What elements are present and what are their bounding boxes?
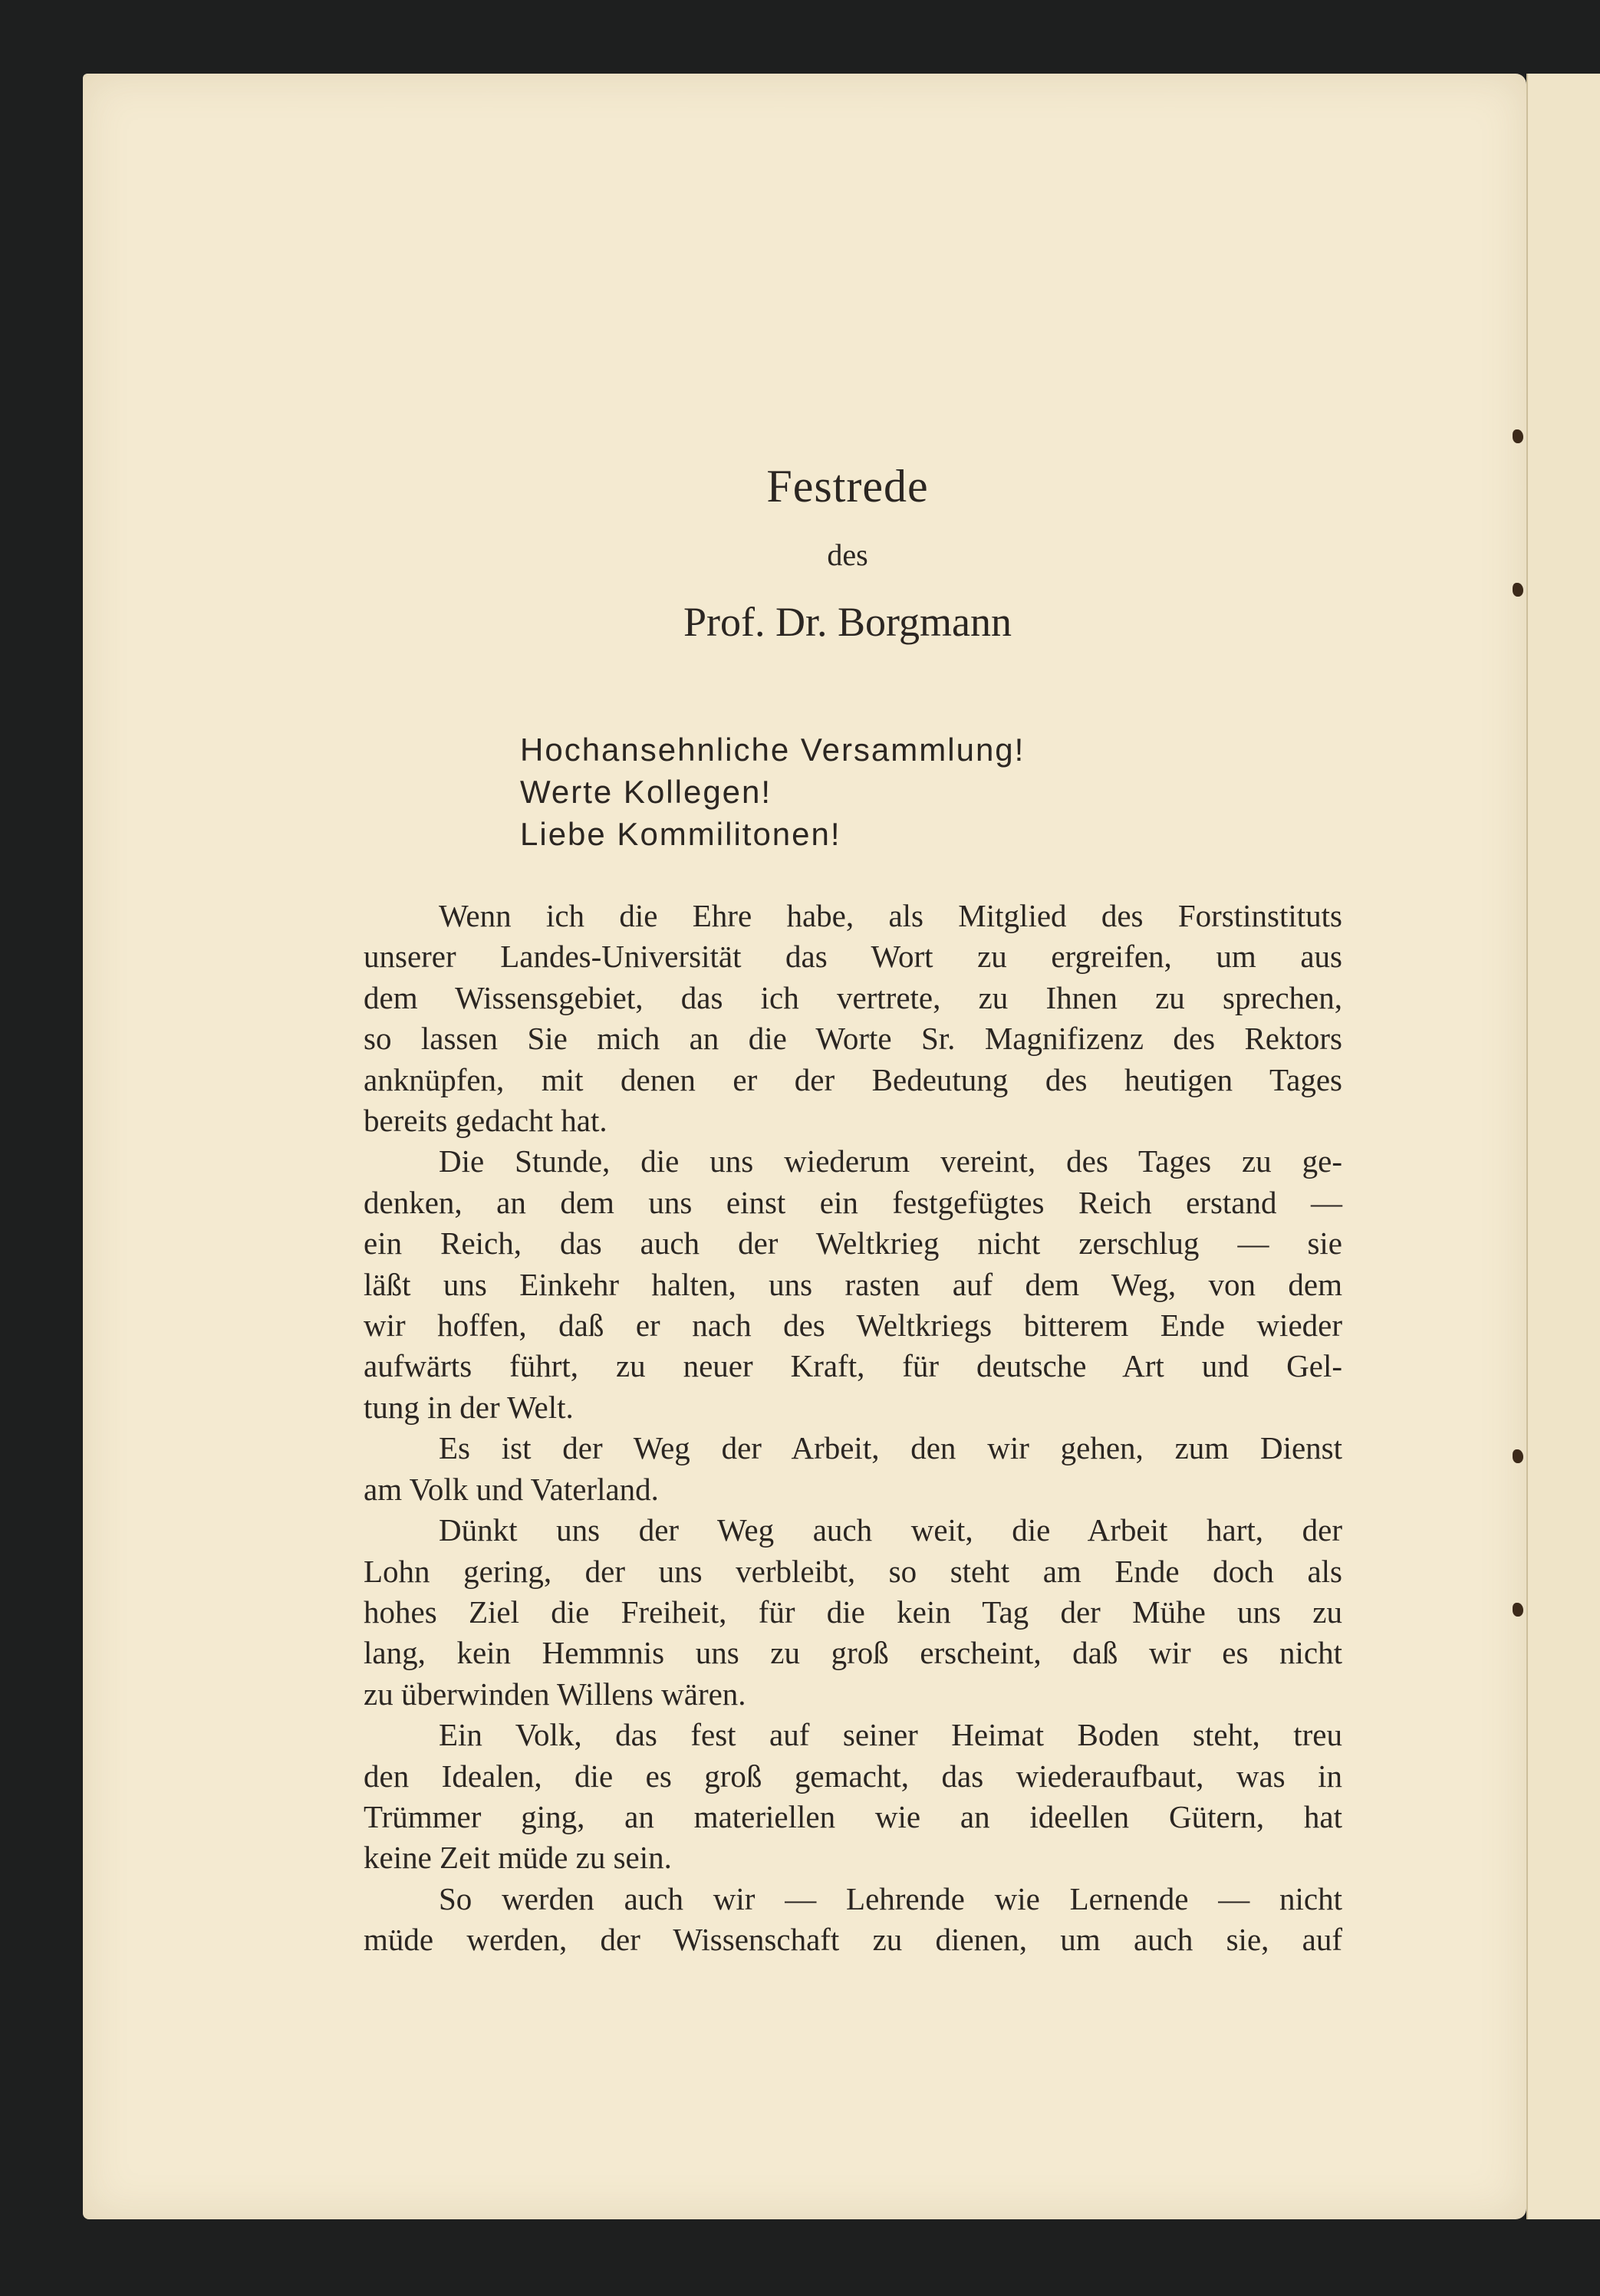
salutation-block bbox=[520, 729, 1025, 855]
binding-mark bbox=[1513, 429, 1523, 443]
text-line: hohes Ziel die Freiheit, für die kein Tag der Mühe uns zu bbox=[364, 1594, 1342, 1630]
text-line: tung in der Welt. bbox=[364, 1389, 574, 1425]
text-line: Es ist der Weg der Arbeit, den wir gehen, zum Dienst bbox=[439, 1430, 1342, 1466]
paragraph bbox=[364, 1428, 1342, 1510]
text-line: ein Reich, das auch der Weltkrieg nicht zerschlug — sie bbox=[364, 1225, 1342, 1261]
salutation-line: Liebe Kommilitonen! bbox=[520, 816, 841, 852]
paragraph bbox=[364, 896, 1342, 1141]
page-title: Festrede bbox=[766, 461, 929, 512]
text-line: aufwärts führt, zu neuer Kraft, für deutsche Art und Gel- bbox=[364, 1348, 1342, 1384]
text-line: anknüpfen, mit denen er der Bedeutung des heutigen Tages bbox=[364, 1061, 1342, 1097]
text-line: müde werden, der Wissenschaft zu dienen, um auch sie, auf bbox=[364, 1922, 1342, 1958]
paragraph bbox=[364, 1879, 1342, 1961]
paragraph bbox=[364, 1715, 1342, 1879]
text-line: dem Wissensgebiet, das ich vertrete, zu Ihnen zu sprechen, bbox=[364, 979, 1342, 1015]
text-line: Ein Volk, das fest auf seiner Heimat Boden steht, treu bbox=[439, 1717, 1342, 1753]
salutation-line: Hochansehnliche Versammlung! bbox=[520, 732, 1026, 768]
text-line: Lohn gering, der uns verbleibt, so steht am Ende doch als bbox=[364, 1553, 1342, 1589]
salutation-line: Werte Kollegen! bbox=[520, 774, 772, 810]
text-line: unserer Landes-Universität das Wort zu ergreifen, um aus bbox=[364, 939, 1342, 975]
text-line: so lassen Sie mich an die Worte Sr. Magnifizenz des Rektors bbox=[364, 1021, 1342, 1057]
next-page-edge bbox=[1526, 74, 1600, 2219]
text-line: Dünkt uns der Weg auch weit, die Arbeit hart, der bbox=[439, 1512, 1342, 1548]
text-line: Die Stunde, die uns wiederum vereint, des Tages zu ge- bbox=[439, 1143, 1342, 1179]
paragraph bbox=[364, 1141, 1342, 1428]
binding-mark bbox=[1513, 1449, 1523, 1463]
binding-mark bbox=[1513, 1603, 1523, 1617]
text-line: So werden auch wir — Lehrende wie Lernende — nicht bbox=[439, 1880, 1342, 1916]
text-line: zu überwinden Willens wären. bbox=[364, 1676, 746, 1712]
text-line: am Volk und Vaterland. bbox=[364, 1471, 659, 1507]
author-name: Prof. Dr. Borgmann bbox=[683, 599, 1012, 645]
paragraph bbox=[364, 1510, 1342, 1715]
binding-mark bbox=[1513, 583, 1523, 597]
speech-body bbox=[364, 896, 1342, 1961]
text-line: wir hoffen, daß er nach des Weltkriegs bitterem Ende wieder bbox=[364, 1308, 1342, 1344]
text-line: läßt uns Einkehr halten, uns rasten auf dem Weg, von dem bbox=[364, 1266, 1342, 1302]
subtitle-des: des bbox=[827, 538, 868, 572]
text-line: keine Zeit müde zu sein. bbox=[364, 1840, 672, 1876]
text-line: denken, an dem uns einst ein festgefügtes Reich erstand — bbox=[364, 1184, 1342, 1220]
text-line: bereits gedacht hat. bbox=[364, 1103, 607, 1139]
text-line: Trümmer ging, an materiellen wie an ideellen Gütern, hat bbox=[364, 1798, 1342, 1834]
text-line: Wenn ich die Ehre habe, als Mitglied des Forstinstituts bbox=[439, 898, 1342, 933]
text-line: den Idealen, die es groß gemacht, das wiederaufbaut, was in bbox=[364, 1758, 1342, 1794]
text-line: lang, kein Hemmnis uns zu groß erscheint, daß wir es nicht bbox=[364, 1635, 1342, 1671]
